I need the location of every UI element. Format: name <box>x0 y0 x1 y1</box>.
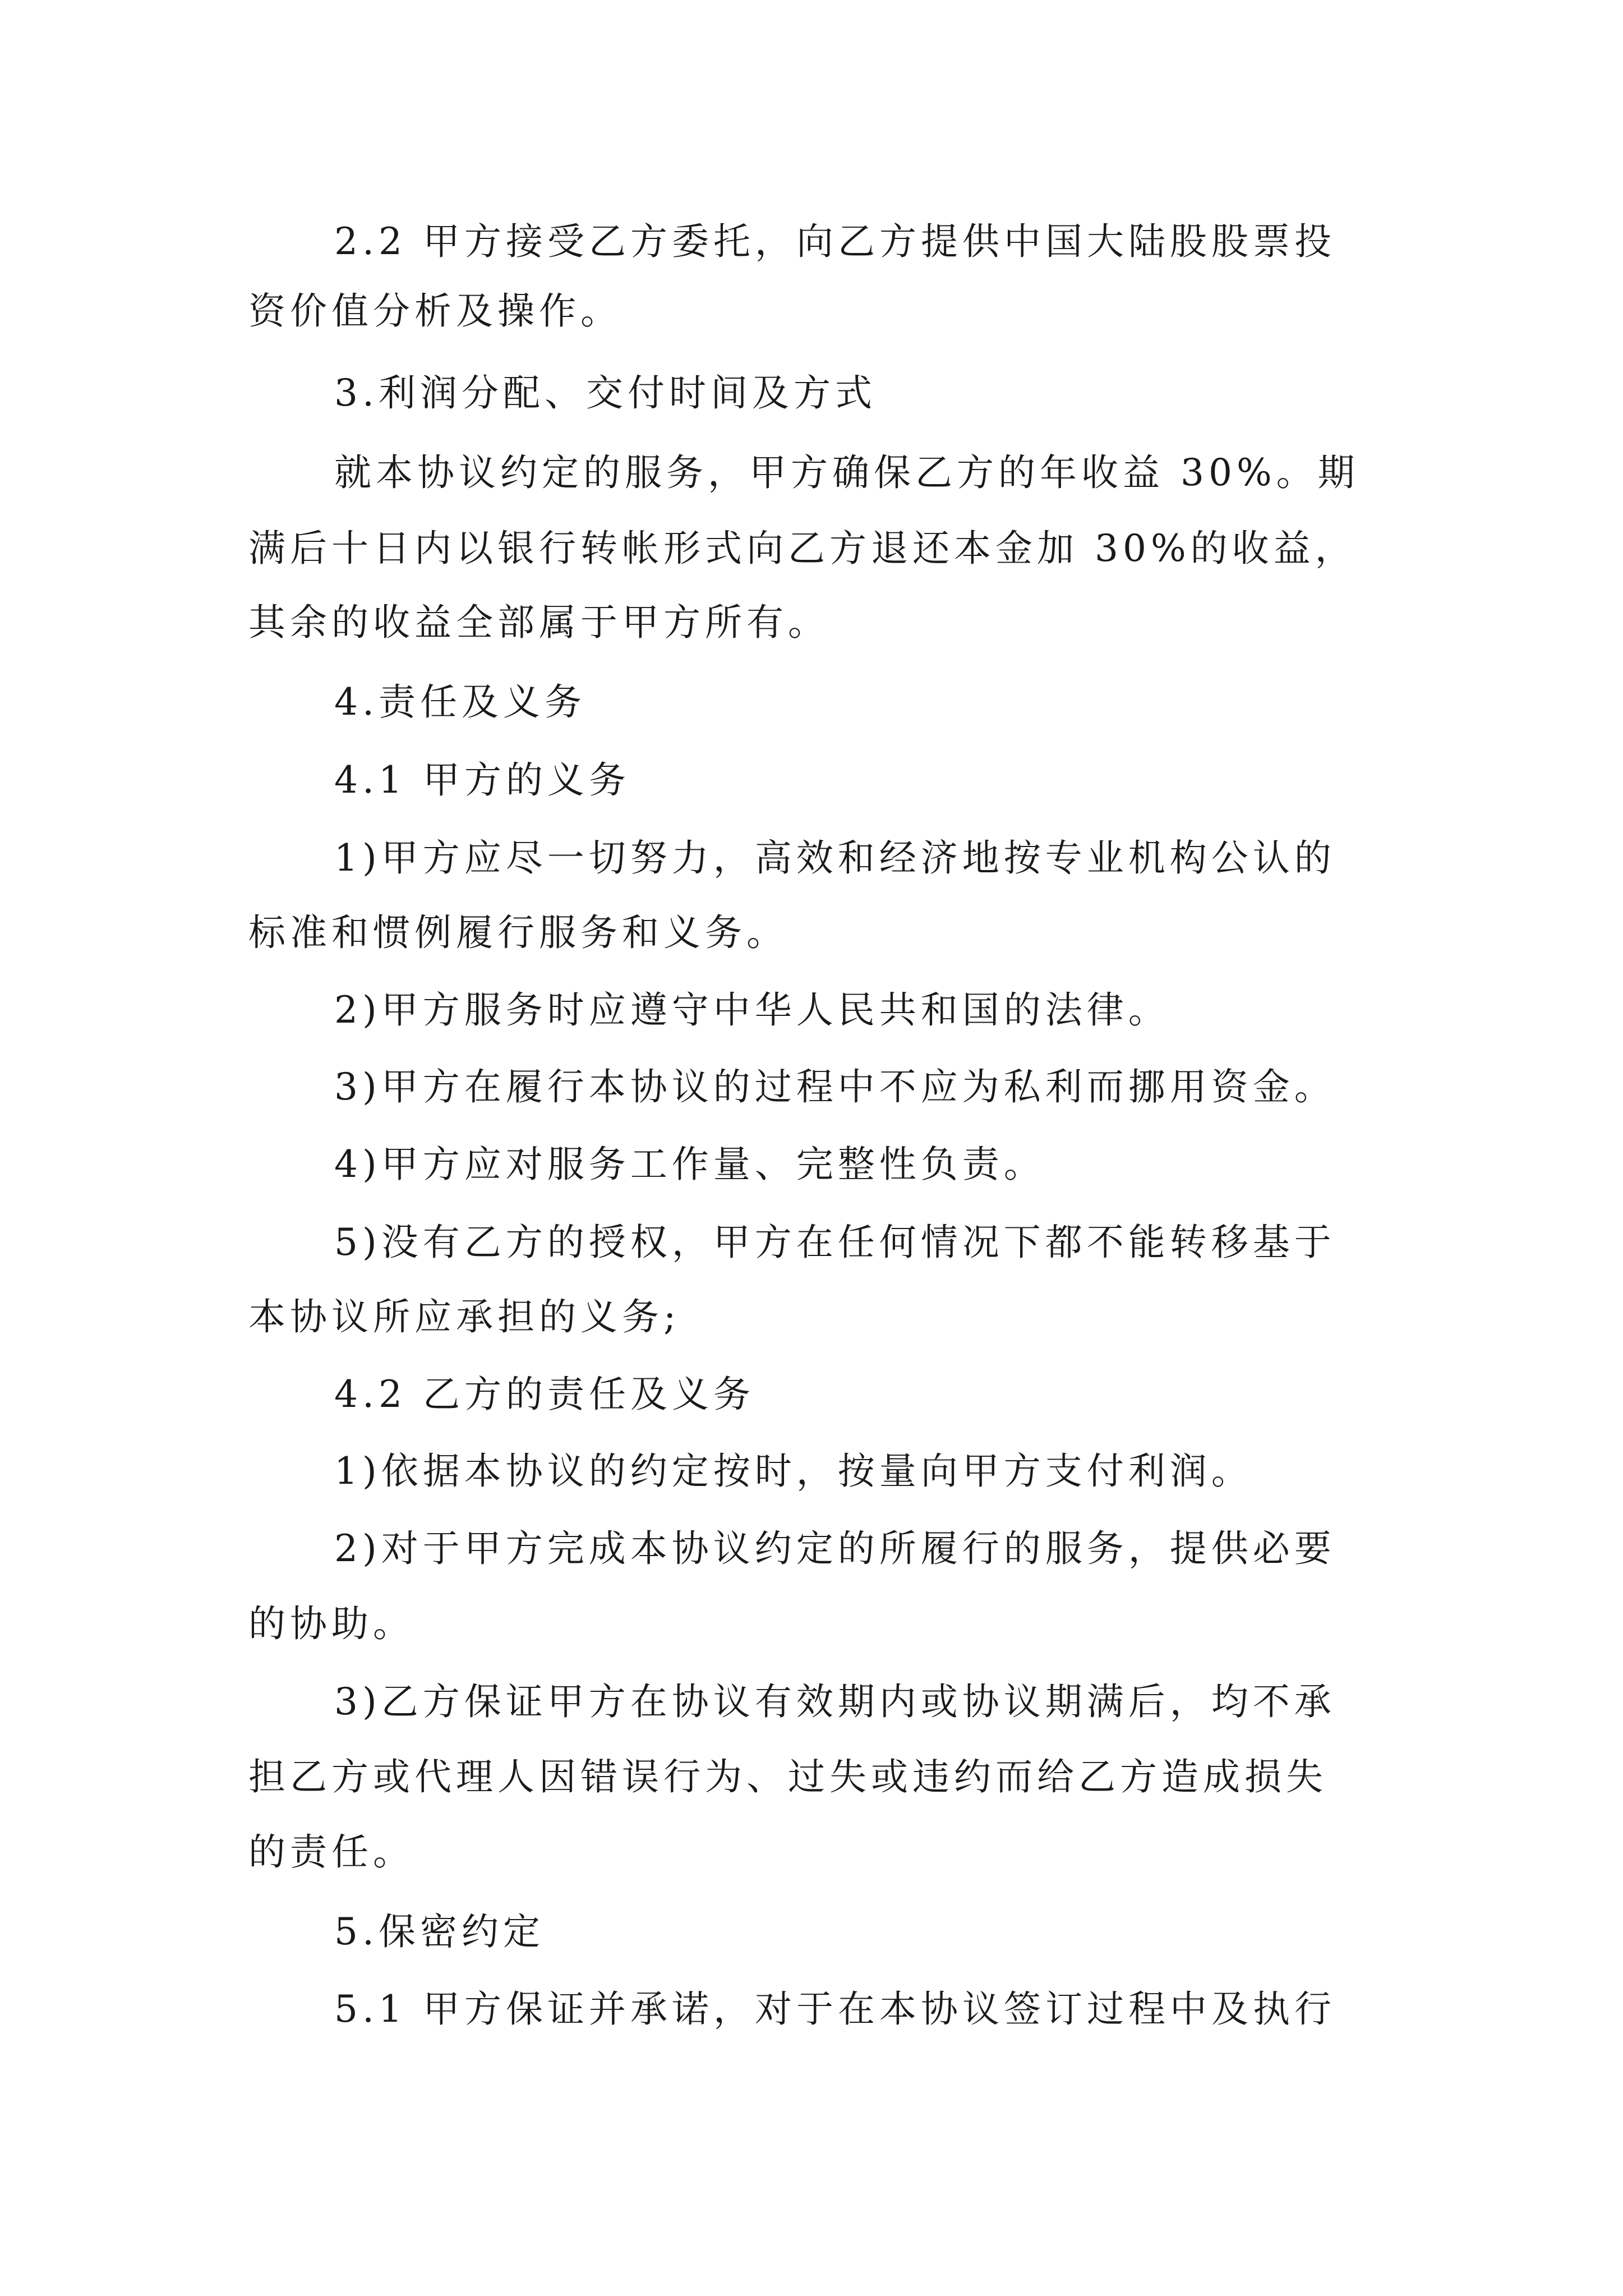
clause-4-1-item-1-line-1: 1)甲方应尽一切努力，高效和经济地按专业机构公认的 <box>334 836 1336 880</box>
clause-5-1-line-1: 5.1 甲方保证并承诺，对于在本协议签订过程中及执行 <box>334 1987 1336 2031</box>
clause-4-2-heading: 4.2 乙方的责任及义务 <box>334 1373 755 1416</box>
section-4-heading: 4.责任及义务 <box>334 680 586 724</box>
clause-4-2-item-3-line-3: 的责任。 <box>248 1830 414 1874</box>
section-3-heading: 3.利润分配、交付时间及方式 <box>334 371 877 415</box>
section-3-body-line-2: 满后十日内以银行转帐形式向乙方退还本金加 30%的收益， <box>248 527 1357 570</box>
clause-4-1-item-5-line-1: 5)没有乙方的授权，甲方在任何情况下都不能转移基于 <box>334 1221 1336 1264</box>
clause-4-2-item-2-line-1: 2)对于甲方完成本协议约定的所履行的服务，提供必要 <box>334 1527 1336 1570</box>
clause-4-1-item-5-line-2: 本协议所应承担的义务; <box>248 1295 681 1338</box>
section-3-body-line-3: 其余的收益全部属于甲方所有。 <box>248 601 829 644</box>
clause-4-2-item-3-line-1: 3)乙方保证甲方在协议有效期内或协议期满后，均不承 <box>334 1680 1336 1723</box>
clause-4-2-item-2-line-2: 的协助。 <box>248 1602 414 1645</box>
section-3-body-line-1: 就本协议约定的服务，甲方确保乙方的年收益 30%。期 <box>334 451 1359 494</box>
clause-4-1-item-2: 2)甲方服务时应遵守中华人民共和国的法律。 <box>334 988 1170 1032</box>
clause-4-1-item-1-line-2: 标准和惯例履行服务和义务。 <box>248 911 788 954</box>
clause-4-1-item-4: 4)甲方应对服务工作量、完整性负责。 <box>334 1143 1045 1186</box>
clause-4-2-item-1: 1)依据本协议的约定按时，按量向甲方支付利润。 <box>334 1450 1253 1493</box>
clause-4-2-item-3-line-2: 担乙方或代理人因错误行为、过失或违约而给乙方造成损失 <box>248 1755 1327 1798</box>
clause-4-1-heading: 4.1 甲方的义务 <box>334 758 630 802</box>
clause-4-1-item-3: 3)甲方在履行本协议的过程中不应为私利而挪用资金。 <box>334 1065 1336 1108</box>
clause-2-2-line-1: 2.2 甲方接受乙方委托，向乙方提供中国大陆股股票投 <box>334 220 1336 263</box>
clause-2-2-line-2: 资价值分析及操作。 <box>248 289 622 333</box>
section-5-heading: 5.保密约定 <box>334 1910 545 1953</box>
